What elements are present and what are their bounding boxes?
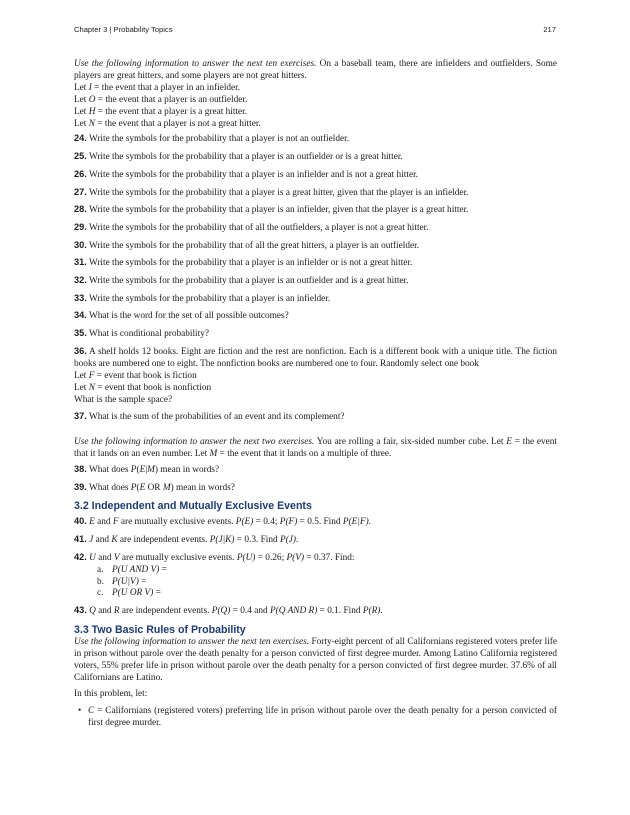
math-var: F bbox=[112, 517, 119, 528]
math-expr: P(U OR V) bbox=[112, 588, 154, 599]
math-var: E bbox=[89, 517, 95, 528]
math-expr: P(U AND V) bbox=[112, 564, 160, 575]
exercise-text: = 0.1. Find bbox=[317, 606, 363, 617]
intro-paragraph bbox=[74, 59, 557, 83]
page-number: 217 bbox=[543, 25, 556, 34]
exercise-text: = 0.37. Find: bbox=[304, 552, 355, 563]
page-content bbox=[74, 59, 557, 730]
exercise-number: 27. bbox=[74, 186, 87, 197]
math-var: Q bbox=[89, 606, 96, 617]
section-heading-3-2: 3.2 Independent and Mutually Exclusive Events bbox=[74, 500, 312, 513]
sub-label: a. bbox=[97, 564, 104, 575]
exercise-text: Write the symbols for the probability that a player is an infielder. bbox=[88, 293, 331, 304]
sub-label: c. bbox=[97, 588, 104, 599]
exercise-text: Write the symbols for the probability that a player is an infielder or is not a great hitter. bbox=[88, 258, 413, 269]
running-header bbox=[74, 25, 556, 37]
exercise-text: ) mean in words? bbox=[154, 464, 220, 475]
def-text: = the event that a player in an infielder. bbox=[91, 82, 241, 93]
intro-paragraph-dice bbox=[74, 437, 557, 461]
math-expr: P(E) bbox=[235, 517, 254, 528]
definition-line bbox=[74, 95, 557, 107]
math-symbol: ( bbox=[136, 464, 140, 475]
sub-question bbox=[97, 565, 557, 577]
sub-tail: = bbox=[153, 588, 161, 599]
sub-tail: = bbox=[138, 576, 147, 587]
sub-question bbox=[97, 588, 557, 600]
exercise-text: are independent events. bbox=[119, 606, 212, 617]
def-var: E bbox=[506, 437, 512, 448]
exercise-number: 38. bbox=[74, 463, 87, 474]
exercise-text: = 0.4 and bbox=[230, 606, 270, 617]
definition-line bbox=[74, 371, 557, 383]
exercise-item bbox=[74, 169, 557, 182]
exercise-number: 25. bbox=[74, 151, 87, 162]
def-var: H bbox=[88, 106, 96, 117]
def-text: = Californians (registered voters) preferring life in prison without parole over the death penalty for a person convicted of first degree murder. bbox=[88, 705, 557, 728]
math-symbol: | bbox=[145, 464, 148, 475]
bullet-definition bbox=[74, 706, 557, 730]
exercise-text: Write the symbols for the probability that of all the outfielders, a player is not a great hitter. bbox=[88, 222, 429, 233]
math-var: M bbox=[147, 464, 155, 475]
exercise-number: 29. bbox=[74, 221, 87, 232]
exercise-40 bbox=[74, 516, 557, 529]
exercise-text: What is the word for the set of all possible outcomes? bbox=[88, 311, 289, 322]
bullet-icon: • bbox=[78, 705, 82, 716]
def-text: = the event that a player is a great hitter. bbox=[95, 106, 248, 117]
math-var: J bbox=[89, 535, 94, 546]
intro-paragraph-voters bbox=[74, 637, 557, 685]
exercise-text: What does bbox=[88, 482, 131, 493]
exercise-text: = 0.5. Find bbox=[297, 517, 343, 528]
exercise-41 bbox=[74, 534, 557, 547]
math-expr: P(Q AND R) bbox=[269, 606, 318, 617]
intro-text: = the event that it lands on an even number. Let bbox=[74, 437, 558, 460]
exercise-text: and bbox=[95, 606, 114, 617]
math-symbol: OR bbox=[145, 482, 163, 493]
exercise-text: What is the sum of the probabilities of an event and its complement? bbox=[88, 412, 345, 423]
math-expr: P(R) bbox=[362, 606, 381, 617]
def-var: M bbox=[209, 449, 218, 460]
sub-label: b. bbox=[97, 576, 104, 587]
def-var: N bbox=[88, 118, 95, 129]
def-var: O bbox=[88, 94, 96, 105]
def-text: = event that book is fiction bbox=[94, 370, 197, 381]
math-var: E bbox=[139, 482, 146, 493]
exercise-item bbox=[74, 275, 557, 288]
math-expr: P(F) bbox=[279, 517, 298, 528]
exercise-item bbox=[74, 293, 557, 306]
intro-text: On a baseball team, there are infielders and outfielders. Some players are great hitters, and some players are not great hitters. bbox=[74, 59, 557, 81]
section-heading-3-3: 3.3 Two Basic Rules of Probability bbox=[74, 623, 246, 636]
exercise-item bbox=[74, 187, 557, 200]
math-var: E bbox=[139, 464, 146, 475]
math-expr: P(J) bbox=[280, 535, 297, 546]
exercise-text: . bbox=[368, 517, 371, 528]
definition-line bbox=[74, 383, 557, 395]
intro-text: Forty-eight percent of all Californians registered voters prefer life in prison without parole over the death penalty for a person convicted of first degree murder. Among Latino California registered voters, 55% prefer life in prison without parole over the death penalty for a person convicted of first degree murder. 37.6% of all Californians are Latino. bbox=[74, 636, 557, 683]
exercise-text: Write the symbols for the probability that a player is an infielder, given that the player is a great hitter. bbox=[88, 205, 469, 216]
exercise-text: ) mean in words? bbox=[170, 482, 235, 493]
math-var: U bbox=[89, 552, 96, 563]
exercise-text: are mutually exclusive events. bbox=[119, 552, 237, 563]
def-var: N bbox=[88, 382, 95, 393]
exercise-text: . bbox=[296, 535, 299, 546]
exercise-text: A shelf holds 12 books. Eight are fiction and the rest are nonfiction. Each is a different book with a unique title. The fiction books are numbered one to eight. The nonfiction books are numbered one to four. Randomly select one book bbox=[74, 346, 557, 369]
definition-line bbox=[74, 107, 557, 119]
exercise-number: 26. bbox=[74, 168, 87, 179]
def-label: Let bbox=[74, 94, 89, 105]
exercise-text: Write the symbols for the probability that a player is not an outfielder. bbox=[88, 134, 350, 145]
exercise-item bbox=[74, 151, 557, 164]
definition-line bbox=[74, 119, 557, 131]
exercise-item bbox=[74, 257, 557, 270]
sub-tail: = bbox=[159, 564, 167, 575]
def-label: Let bbox=[74, 106, 89, 117]
exercise-item bbox=[74, 133, 557, 146]
exercise-item bbox=[74, 328, 557, 341]
def-text: = the event that a player is an outfielder. bbox=[95, 94, 248, 105]
math-var: M bbox=[162, 482, 171, 493]
exercise-number: 31. bbox=[74, 257, 87, 268]
math-var: P bbox=[130, 464, 137, 475]
exercise-text: and bbox=[94, 517, 113, 528]
exercise-text: = 0.26; bbox=[255, 552, 287, 563]
exercise-38 bbox=[74, 464, 557, 477]
math-expr: P(J|K) bbox=[209, 535, 235, 546]
exercise-number: 33. bbox=[74, 292, 87, 303]
exercise-number: 37. bbox=[74, 411, 87, 422]
intro-instruction: Use the following information to answer the next ten exercises. bbox=[74, 59, 317, 69]
exercise-text: Write the symbols for the probability that a player is an infielder and is not a great hitter. bbox=[88, 169, 418, 180]
exercise-item bbox=[74, 204, 557, 217]
exercise-number: 41. bbox=[74, 534, 87, 545]
math-var: P bbox=[130, 482, 137, 493]
math-var: R bbox=[113, 606, 120, 617]
intro-instruction: Use the following information to answer the next ten exercises. bbox=[74, 636, 310, 647]
math-expr: P(U) bbox=[236, 552, 256, 563]
math-expr: P(U|V) bbox=[112, 576, 139, 587]
exercise-39 bbox=[74, 482, 557, 495]
exercise-text: . bbox=[380, 606, 383, 617]
def-var: I bbox=[88, 82, 92, 93]
exercise-text: and bbox=[95, 552, 114, 563]
exercise-text: = 0.4; bbox=[253, 517, 280, 528]
exercise-text: Write the symbols for the probability that of all the great hitters, a player is an outfielder. bbox=[88, 240, 420, 251]
exercise-item bbox=[74, 222, 557, 235]
exercise-text: Write the symbols for the probability that a player is a great hitter, given that the player is an infielder. bbox=[88, 187, 469, 198]
chapter-title: Chapter 3 | Probability Topics bbox=[74, 25, 173, 34]
def-text: = the event that a player is not a great hitter. bbox=[94, 118, 261, 129]
intro-instruction: Use the following information to answer the next two exercises. bbox=[74, 437, 315, 448]
math-expr: P(Q) bbox=[211, 606, 231, 617]
sub-question bbox=[97, 577, 557, 589]
exercise-item bbox=[74, 240, 557, 253]
exercise-number: 43. bbox=[74, 605, 87, 616]
def-label: Let bbox=[74, 82, 89, 93]
math-var: V bbox=[113, 552, 120, 563]
intro-text: You are rolling a fair, six-sided number cube. Let bbox=[314, 437, 507, 448]
exercise-42-parts bbox=[74, 565, 557, 601]
def-var: F bbox=[88, 370, 95, 381]
exercise-number: 42. bbox=[74, 551, 87, 562]
exercise-43 bbox=[74, 605, 557, 618]
exercise-37 bbox=[74, 411, 557, 424]
exercise-text: Write the symbols for the probability that a player is an outfielder and is a great hitter. bbox=[88, 276, 409, 287]
let-line: In this problem, let: bbox=[74, 689, 148, 700]
exercise-number: 39. bbox=[74, 481, 87, 492]
exercise-text: and bbox=[93, 535, 112, 546]
math-var: K bbox=[111, 535, 118, 546]
exercise-number: 32. bbox=[74, 275, 87, 286]
exercise-number: 36. bbox=[74, 345, 87, 356]
exercise-number: 34. bbox=[74, 310, 87, 321]
def-var: C bbox=[88, 705, 95, 716]
exercise-text: are independent events. bbox=[117, 535, 210, 546]
math-expr: P(V) bbox=[286, 552, 305, 563]
exercise-42 bbox=[74, 552, 557, 565]
exercise-36 bbox=[74, 346, 557, 371]
exercise-number: 30. bbox=[74, 239, 87, 250]
intro-text: = the event that it lands on a multiple of three. bbox=[217, 449, 392, 460]
def-text: = event that book is nonfiction bbox=[94, 382, 212, 393]
exercise-text: = 0.3. Find bbox=[234, 535, 281, 546]
def-label: Let bbox=[74, 118, 89, 129]
exercise-number: 24. bbox=[74, 133, 87, 144]
exercise-text: Write the symbols for the probability that a player is an outfielder or is a great hitter. bbox=[88, 152, 403, 163]
def-label: Let bbox=[74, 382, 89, 393]
math-symbol: ( bbox=[136, 482, 140, 493]
definition-line bbox=[74, 83, 557, 95]
exercise-list bbox=[74, 130, 557, 341]
exercise-number: 28. bbox=[74, 204, 87, 215]
exercise-item bbox=[74, 310, 557, 323]
exercise-number: 40. bbox=[74, 516, 87, 527]
exercise-text: What is conditional probability? bbox=[88, 329, 209, 340]
exercise-text: are mutually exclusive events. bbox=[118, 517, 236, 528]
exercise-question: What is the sample space? bbox=[74, 394, 173, 405]
exercise-text: What does bbox=[88, 464, 131, 475]
def-label: Let bbox=[74, 370, 89, 381]
exercise-number: 35. bbox=[74, 328, 87, 339]
math-expr: P(E|F) bbox=[342, 517, 369, 528]
